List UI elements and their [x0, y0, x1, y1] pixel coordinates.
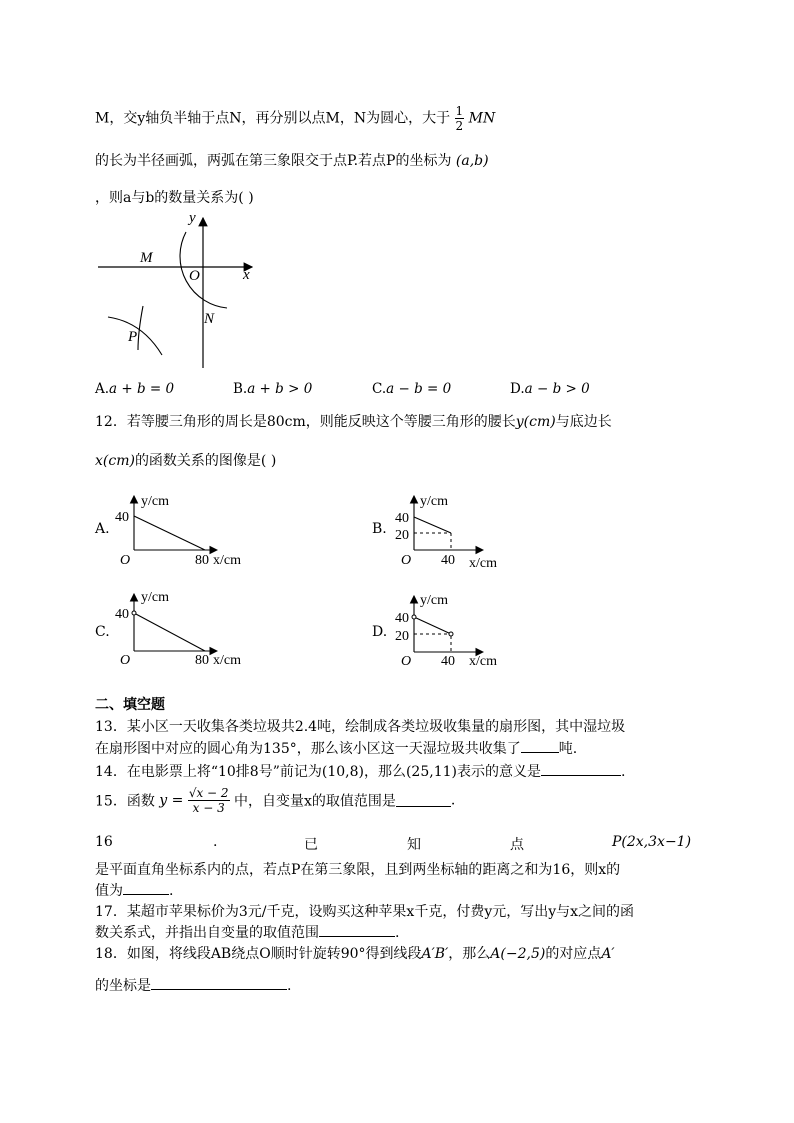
- svg-text:O: O: [401, 654, 412, 669]
- q16-answer-blank[interactable]: [123, 882, 169, 895]
- q11-option-c[interactable]: C.a − b = 0: [372, 381, 452, 397]
- svg-text:80: 80: [195, 653, 209, 668]
- arc-p2: [138, 306, 143, 350]
- q12-option-d-label[interactable]: D.: [372, 624, 388, 640]
- q13-line1: 13．某小区一天收集各类垃圾共2.4吨，绘制成各类垃圾收集量的扇形图，其中湿垃圾: [95, 719, 626, 735]
- fig-y-label: y: [189, 210, 196, 226]
- q14-line: 14．在电影票上将“10排8号”前记为(10,8)，那么(25,11)表示的意义是 .: [95, 764, 626, 780]
- svg-text:x/cm: x/cm: [469, 556, 497, 571]
- q11-mn: MN: [468, 110, 496, 127]
- svg-text:40: 40: [441, 553, 455, 568]
- svg-text:40: 40: [115, 510, 129, 525]
- svg-text:40: 40: [395, 511, 409, 526]
- fig-p: P: [128, 329, 138, 345]
- q12-graph-d[interactable]: [393, 588, 523, 673]
- svg-text:x/cm: x/cm: [213, 553, 241, 568]
- svg-text:20: 20: [395, 629, 409, 644]
- q18-line2: 的坐标是 .: [95, 978, 292, 994]
- q11-line2: 的长为半径画弧，两弧在第三象限交于点P.若点P的坐标为 (a,b): [95, 153, 489, 169]
- svg-text:40: 40: [395, 611, 409, 626]
- q12-graph-b[interactable]: [393, 488, 523, 573]
- q11-option-b[interactable]: B.a + b > 0: [233, 381, 313, 397]
- q11-fraction: $\frac{1}{2}$: [455, 104, 464, 133]
- q15-line: 15．函数 y = $\frac{√x - 2}{x - 3}$ 中，自变量x的取值范围是 .: [95, 786, 456, 815]
- q16-line3: 值为 .: [95, 883, 174, 899]
- fig-x-label: x: [243, 267, 250, 283]
- q12-option-b-label[interactable]: B.: [372, 521, 387, 537]
- svg-text:y/cm: y/cm: [141, 590, 169, 605]
- svg-text:80: 80: [195, 553, 209, 568]
- svg-text:O: O: [120, 653, 131, 668]
- svg-text:20: 20: [395, 528, 409, 543]
- section-title: 二、填空题: [95, 697, 165, 713]
- q17-line2: 数关系式，并指出自变量的取值范围 .: [95, 925, 400, 941]
- q12-graph-a[interactable]: [112, 488, 262, 573]
- q11-line1: [95, 104, 495, 133]
- svg-text:y/cm: y/cm: [420, 593, 448, 608]
- fig-n: N: [204, 311, 215, 327]
- graph-c-line: [134, 613, 205, 651]
- q11-coord: (a,b): [455, 153, 489, 169]
- q12-option-a-label[interactable]: A.: [95, 521, 110, 537]
- q12-graph-c[interactable]: [112, 586, 262, 671]
- svg-text:O: O: [401, 553, 412, 568]
- graph-d-line: [414, 617, 451, 634]
- q12-line2: x(cm)的函数关系的图像是( ): [95, 453, 277, 469]
- svg-text:O: O: [120, 553, 131, 568]
- svg-text:y/cm: y/cm: [420, 494, 448, 509]
- svg-text:y/cm: y/cm: [141, 494, 169, 509]
- graph-b-line: [414, 517, 451, 533]
- q16-number: 16: [95, 834, 113, 850]
- q18-line1: 18．如图，将线段AB绕点O顺时针旋转90°得到线段A′B′，那么A(−2,5)的对应点A′: [95, 946, 615, 962]
- q11-option-a[interactable]: A.a + b = 0: [95, 381, 175, 397]
- q17-line1: 17．某超市苹果标价为3元/千克，设购买这种苹果x千克，付费y元，写出y与x之间的函: [95, 904, 635, 920]
- q13-line2: 在扇形图中对应的圆心角为135°，那么该小区这一天湿垃圾共收集了 吨.: [95, 741, 578, 757]
- fig-m: M: [140, 250, 153, 266]
- q13-answer-blank[interactable]: [521, 740, 559, 753]
- q14-answer-blank[interactable]: [541, 763, 621, 776]
- svg-text:x/cm: x/cm: [213, 653, 241, 668]
- q12-line1: 12．若等腰三角形的周长是80cm，则能反映这个等腰三角形的腰长y(cm)与底边长: [95, 414, 612, 430]
- svg-text:40: 40: [115, 607, 129, 622]
- q11-line3: ，则a与b的数量关系为( ): [95, 190, 254, 206]
- graph-a-line: [134, 516, 205, 550]
- svg-text:40: 40: [441, 654, 455, 669]
- q18-answer-blank[interactable]: [151, 977, 287, 990]
- q17-answer-blank[interactable]: [319, 924, 395, 937]
- q11-figure: [90, 210, 270, 375]
- q16-point: P(2x,3x−1): [612, 834, 692, 850]
- q12-option-c-label[interactable]: C.: [95, 624, 110, 640]
- fig-origin: O: [189, 268, 200, 284]
- q11-option-d[interactable]: D.a − b > 0: [510, 381, 590, 397]
- q15-fraction: $\frac{√x - 2}{x - 3}$: [188, 786, 229, 815]
- q15-answer-blank[interactable]: [396, 794, 451, 807]
- q11-text-a: M，交y轴负半轴于点N，再分别以点M，N为圆心，大于: [95, 110, 451, 127]
- svg-text:x/cm: x/cm: [469, 654, 497, 669]
- q16-line2: 是平面直角坐标系内的点，若点P在第三象限，且到两坐标轴的距离之和为16，则x的: [95, 862, 621, 878]
